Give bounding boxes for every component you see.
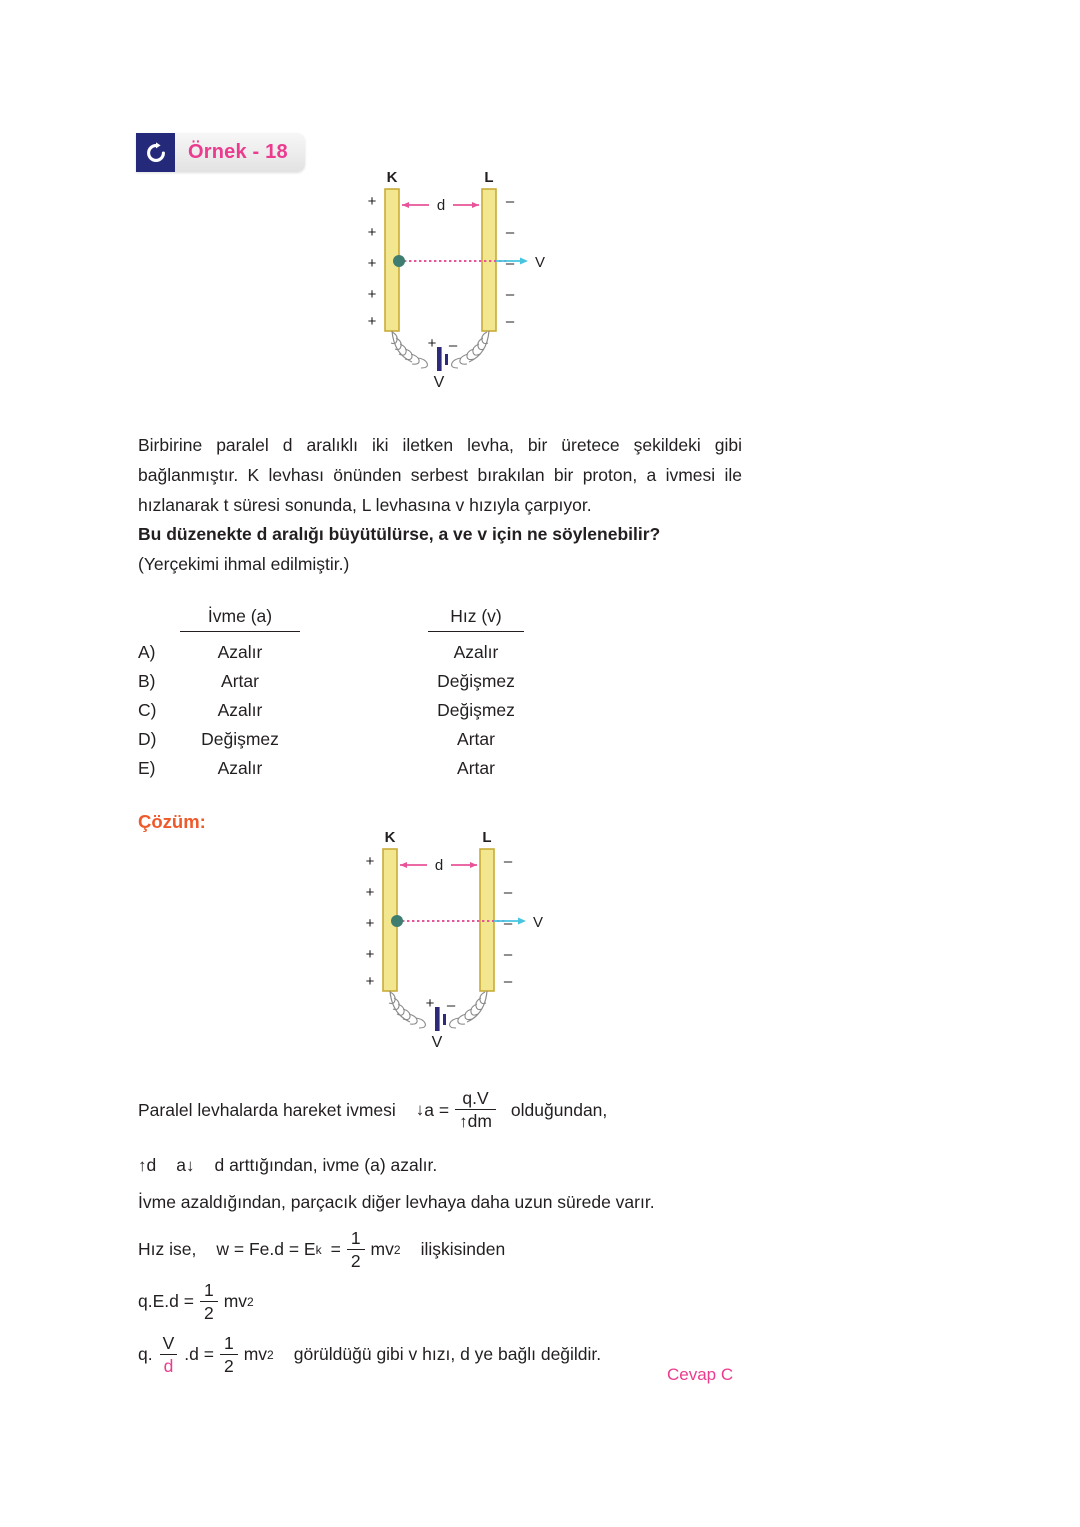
options-header-ivme: İvme (a) — [180, 606, 300, 632]
svg-text:–: – — [503, 884, 513, 901]
option-ivme-value: Azalır — [217, 700, 263, 720]
solution-line1-a: a = — [424, 1099, 450, 1120]
half-fraction — [200, 1280, 218, 1323]
down-arrow-icon: ↓ — [415, 1100, 425, 1119]
solution-line6-suffix: görüldüğü gibi v hızı, d ye bağlı değildir. — [293, 1344, 602, 1364]
option-hiz-value: Değişmez — [437, 700, 515, 720]
svg-text:–: – — [503, 915, 513, 932]
solution-line2-rest: d arttığından, ivme (a) azalır. — [214, 1155, 438, 1175]
option-ivme-value: Azalır — [217, 642, 263, 662]
question-prompt: Bu düzenekte d aralığı büyütülürse, a ve v için ne söylenebilir? — [138, 524, 661, 544]
solution-line-work-energy — [138, 1228, 505, 1271]
svg-text:d: d — [436, 197, 446, 214]
svg-text:+: + — [367, 193, 377, 210]
fraction-numerator: 1 — [223, 1333, 234, 1353]
solution-line-final — [138, 1333, 601, 1376]
solution-line6-mid: .d = — [184, 1344, 214, 1364]
acceleration-fraction — [455, 1088, 496, 1132]
fraction-numerator: V — [162, 1333, 175, 1353]
option-letter: C) — [138, 700, 157, 720]
svg-text:K: K — [386, 169, 398, 186]
example-badge-container — [136, 133, 305, 172]
svg-text:–: – — [448, 337, 458, 354]
option-hiz-value: Azalır — [453, 642, 499, 662]
solution-line4-exponent: 2 — [393, 1242, 401, 1257]
fraction-numerator: q.V — [462, 1088, 489, 1108]
option-row-b[interactable] — [138, 671, 698, 700]
svg-text:+: + — [365, 973, 375, 990]
solution-label: Çözüm: — [138, 811, 206, 832]
option-letter: B) — [138, 671, 156, 691]
solution-line5-exponent: 2 — [247, 1294, 254, 1309]
svg-text:+: + — [427, 335, 437, 352]
solution-line4-eq1: w = Fe.d = E — [216, 1239, 316, 1259]
fraction-denominator: ↑dm — [455, 1109, 496, 1132]
svg-text:–: – — [505, 255, 515, 272]
fraction-numerator: 1 — [203, 1280, 214, 1300]
solution-line-qed — [138, 1280, 254, 1323]
option-hiz-value: Artar — [457, 758, 495, 778]
example-badge-label: Örnek - 18 — [188, 141, 288, 163]
solution-line4-suffix: ilişkisinden — [420, 1239, 506, 1259]
option-ivme-value: Değişmez — [201, 729, 279, 749]
option-ivme-value: Azalır — [217, 758, 263, 778]
fraction-denominator: 2 — [200, 1301, 218, 1323]
solution-line1-prefix: Paralel levhalarda hareket ivmesi — [138, 1099, 396, 1120]
option-letter: D) — [138, 729, 157, 749]
svg-text:+: + — [367, 313, 377, 330]
svg-text:–: – — [503, 946, 513, 963]
answer-options-table — [138, 606, 698, 787]
solution-line4-prefix: Hız ise, — [138, 1239, 197, 1259]
solution-line-d-increases — [138, 1155, 437, 1176]
option-row-e[interactable] — [138, 758, 698, 787]
svg-text:–: – — [505, 224, 515, 241]
options-header-hiz: Hız (v) — [428, 606, 524, 632]
svg-text:+: + — [367, 224, 377, 241]
solution-line1-suffix: olduğundan, — [510, 1099, 608, 1120]
fraction-denominator: 2 — [220, 1354, 238, 1376]
solution-line4-eq2: = — [330, 1239, 341, 1259]
refresh-circle-icon — [136, 133, 175, 172]
solution-line5-prefix: q.E.d = — [138, 1291, 194, 1311]
svg-text:L: L — [484, 169, 494, 186]
option-hiz-value: Değişmez — [437, 671, 515, 691]
fraction-denominator: 2 — [347, 1249, 365, 1271]
option-letter: A) — [138, 642, 156, 662]
svg-text:V: V — [431, 1034, 443, 1050]
option-hiz-value: Artar — [457, 729, 495, 749]
answer-key: Cevap C — [667, 1365, 734, 1384]
parallel-plates-diagram-solution — [348, 828, 558, 1050]
solution-line6-prefix: q. — [138, 1344, 153, 1364]
option-ivme-value: Artar — [221, 671, 259, 691]
options-header-row — [138, 606, 698, 642]
svg-text:+: + — [425, 995, 435, 1012]
option-letter: E) — [138, 758, 156, 778]
half-fraction — [220, 1333, 238, 1376]
solution-line3-text: İvme azaldığından, parçacık diğer levhaya daha uzun sürede varır. — [138, 1192, 655, 1212]
fraction-numerator: 1 — [350, 1228, 361, 1248]
svg-text:+: + — [365, 915, 375, 932]
svg-text:+: + — [367, 255, 377, 272]
up-arrow-icon: ↑ — [459, 1112, 468, 1131]
svg-text:–: – — [503, 973, 513, 990]
svg-text:+: + — [365, 853, 375, 870]
svg-text:+: + — [365, 946, 375, 963]
solution-line-acceleration-formula — [138, 1088, 607, 1132]
fraction-denominator: d — [160, 1354, 178, 1376]
svg-text:V: V — [433, 374, 445, 390]
solution-line4-mv: mv — [370, 1239, 394, 1259]
down-arrow-icon: ↓ — [185, 1155, 195, 1175]
solution-line6-exponent: 2 — [267, 1347, 274, 1362]
solution-line4-subscript: k — [315, 1242, 322, 1257]
example-badge — [136, 133, 305, 172]
svg-text:L: L — [482, 829, 492, 846]
svg-text:–: – — [505, 313, 515, 330]
svg-text:–: – — [446, 997, 456, 1014]
svg-text:–: – — [505, 193, 515, 210]
svg-text:–: – — [503, 853, 513, 870]
half-fraction — [347, 1228, 365, 1271]
svg-text:+: + — [367, 286, 377, 303]
option-row-c[interactable] — [138, 700, 698, 729]
solution-line5-mv: mv — [223, 1291, 248, 1311]
solution-line2-a: a — [176, 1155, 186, 1175]
question-paragraph: Birbirine paralel d aralıklı iki iletken levha, bir üretece şekildeki gibi bağlanmıştır. K levhası önünden serbest bırakılan bir proton, a ivmesi ile hızlanarak t süresi sonunda, L levhasına v hızıyla çarpıyor. — [138, 435, 742, 515]
option-row-d[interactable] — [138, 729, 698, 758]
option-row-a[interactable] — [138, 642, 698, 671]
solution-line2-d: d — [146, 1155, 157, 1175]
svg-text:K: K — [384, 829, 396, 846]
question-note: (Yerçekimi ihmal edilmiştir.) — [138, 554, 350, 574]
svg-text:V: V — [532, 914, 544, 931]
svg-text:–: – — [505, 286, 515, 303]
solution-line6-mv: mv — [243, 1344, 268, 1364]
parallel-plates-diagram-question — [350, 168, 560, 390]
up-arrow-icon: ↑ — [138, 1155, 147, 1175]
svg-text:V: V — [534, 254, 546, 271]
svg-text:+: + — [365, 884, 375, 901]
svg-text:d: d — [434, 857, 444, 874]
voltage-distance-fraction — [159, 1333, 179, 1376]
solution-line-time-longer — [138, 1192, 655, 1213]
